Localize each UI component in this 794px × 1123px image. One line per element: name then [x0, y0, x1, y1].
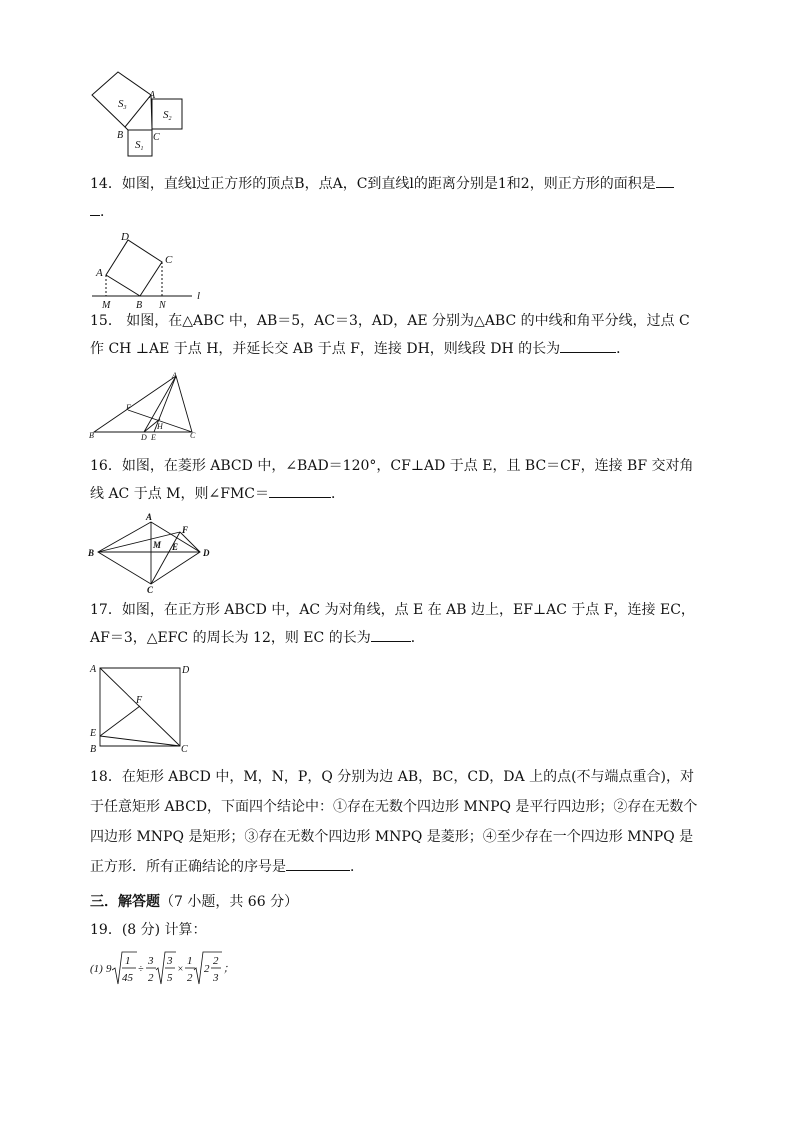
- figure-q17: [88, 660, 198, 756]
- label-c: C: [165, 254, 173, 266]
- figure-q14: [88, 228, 213, 310]
- answer-blank[interactable]: [286, 856, 350, 871]
- label-b: B: [117, 130, 124, 141]
- question-text: 如图，在正方形 ABCD 中，AC 为对角线，点 E 在 AB 边上，EF⊥AC 于点 F，连接 EC，AF＝3，△EFC 的周长为 12，则 EC 的长为: [90, 602, 695, 646]
- section-note: （7 小题，共 66 分）: [160, 894, 299, 910]
- svg-text:2: 2: [148, 972, 154, 984]
- question-text: 如图，在△ABC 中，AB＝5，AC＝3，AD，AE 分别为△ABC 的中线和角平分线，过点 C 作 CH ⊥AE 于点 H，并延长交 AB 于点 F，连接 DH，则线段 DH 的长为: [90, 313, 690, 357]
- svg-text:3: 3: [213, 972, 219, 984]
- segment-bf: [98, 532, 180, 552]
- question-18: 18．在矩形 ABCD 中，M，N，P，Q 分别为边 AB，BC，CD，DA 上的点(不与端点重合)，对于任意矩形 ABCD，下面四个结论中：①存在无数个四边形 MNPQ 是平行四边形；②存在无数个四边形 MNPQ 是矩形；③存在无数个四边形 MNPQ 是菱形；④至少存在一个四边形 MNPQ 是正方形．所有正确结论的序号是 ．: [90, 769, 698, 875]
- label-m: M: [102, 300, 111, 310]
- figure-q15: [86, 370, 206, 442]
- question-number: 17．: [90, 602, 122, 618]
- label-s2: S2: [163, 109, 172, 122]
- label-c: C: [153, 132, 160, 143]
- label-b: B: [89, 431, 94, 440]
- answer-blank[interactable]: [656, 173, 674, 188]
- label-d: D: [203, 548, 210, 558]
- section-heading: [90, 890, 298, 914]
- label-d: D: [141, 433, 147, 442]
- label-b: B: [90, 744, 97, 755]
- triangle-abc: [94, 376, 192, 432]
- svg-text:5: 5: [167, 972, 173, 984]
- label-s1: S1: [135, 139, 144, 152]
- answer-blank[interactable]: [560, 338, 616, 353]
- svg-text:2: 2: [204, 963, 210, 975]
- svg-text:(1): (1): [90, 963, 103, 975]
- question-16: 16．如图，在菱形 ABCD 中，∠BAD＝120°，CF⊥AD 于点 E，且 BC＝CF，连接 BF 交对角线 AC 于点 M，则∠FMC＝ ．: [90, 458, 694, 502]
- diagonal-ac: [100, 668, 180, 746]
- label-f: F: [182, 525, 189, 535]
- svg-text:×: ×: [177, 964, 184, 975]
- svg-text:÷: ÷: [138, 964, 144, 975]
- svg-text:3: 3: [148, 955, 154, 967]
- answer-blank-cont[interactable]: [90, 201, 100, 216]
- question-19-title: 19．(8 分) 计算：: [90, 922, 207, 938]
- label-e: E: [151, 433, 156, 442]
- square-abcd: [106, 240, 162, 296]
- svg-text:1: 1: [125, 955, 131, 967]
- label-a: A: [90, 664, 97, 675]
- question-17: 17．如图，在正方形 ABCD 中，AC 为对角线，点 E 在 AB 边上，EF⊥AC 于点 F，连接 EC，AF＝3，△EFC 的周长为 12，则 EC 的长为 ．: [90, 602, 695, 646]
- figure-q16: [86, 512, 216, 594]
- label-b: B: [88, 548, 95, 558]
- svg-text:2: 2: [213, 955, 219, 967]
- svg-text:2: 2: [187, 972, 193, 984]
- label-n: N: [159, 300, 166, 310]
- label-a: A: [172, 371, 177, 380]
- label-d: D: [121, 231, 129, 243]
- label-e: E: [172, 542, 179, 552]
- label-d: D: [182, 665, 190, 676]
- svg-text:9: 9: [106, 963, 112, 975]
- label-c: C: [147, 585, 154, 594]
- question-14: 14．如图，直线l过正方形的顶点B，点A，C到直线l的距离分别是1和2，则正方形的面积是 ．: [90, 170, 704, 226]
- label-e: E: [90, 728, 97, 739]
- label-s3: S3: [118, 98, 127, 111]
- svg-text:3: 3: [167, 955, 173, 967]
- segment-ec: [100, 736, 180, 746]
- label-l: l: [197, 290, 201, 302]
- label-f: F: [126, 403, 131, 412]
- label-h: H: [157, 422, 163, 431]
- svg-text:45: 45: [122, 972, 133, 984]
- answer-blank[interactable]: [371, 627, 411, 642]
- segment-ef: [100, 706, 140, 736]
- label-a: A: [146, 512, 153, 522]
- answer-blank[interactable]: [269, 483, 331, 498]
- question-number: 18．: [90, 769, 122, 785]
- label-c: C: [181, 744, 188, 755]
- question-number: 16．: [90, 458, 122, 474]
- label-f: F: [136, 695, 143, 706]
- label-a: A: [149, 90, 156, 101]
- figure-pythagoras-squares: [85, 68, 195, 163]
- question-text: 如图，直线l过正方形的顶点B，点A，C到直线l的距离分别是1和2，则正方形的面积是: [121, 176, 656, 192]
- section-title: 三．解答题: [90, 894, 160, 910]
- triangle-edge: [125, 127, 128, 130]
- question-text: 在矩形 ABCD 中，M，N，P，Q 分别为边 AB，BC，CD，DA 上的点(不与端点重合)，对于任意矩形 ABCD，下面四个结论中：①存在无数个四边形 MNPQ 是平行四边形；②存在无数个四边形 MNPQ 是矩形；③存在无数个四边形 MNPQ 是菱形；④至少存在一个四边形 MNPQ 是正方形．所有正确结论的序号是: [90, 769, 698, 875]
- label-m: M: [153, 540, 162, 550]
- question-15: 15． 如图，在△ABC 中，AB＝5，AC＝3，AD，AE 分别为△ABC 的中线和角平分线，过点 C 作 CH ⊥AE 于点 H，并延长交 AB 于点 F，连接 DH，则线段 DH 的长为 ．: [90, 313, 690, 357]
- formula-19-1: [88, 944, 238, 990]
- question-number: 15．: [90, 313, 122, 329]
- label-b: B: [136, 300, 143, 310]
- label-c: C: [190, 431, 196, 440]
- question-number: 14．: [90, 176, 122, 192]
- label-a: A: [96, 267, 103, 279]
- question-text: 如图，在菱形 ABCD 中，∠BAD＝120°，CF⊥AD 于点 E，且 BC＝CF，连接 BF 交对角线 AC 于点 M，则∠FMC＝: [90, 458, 694, 502]
- svg-text:；: ；: [223, 963, 234, 975]
- svg-text:1: 1: [187, 955, 193, 967]
